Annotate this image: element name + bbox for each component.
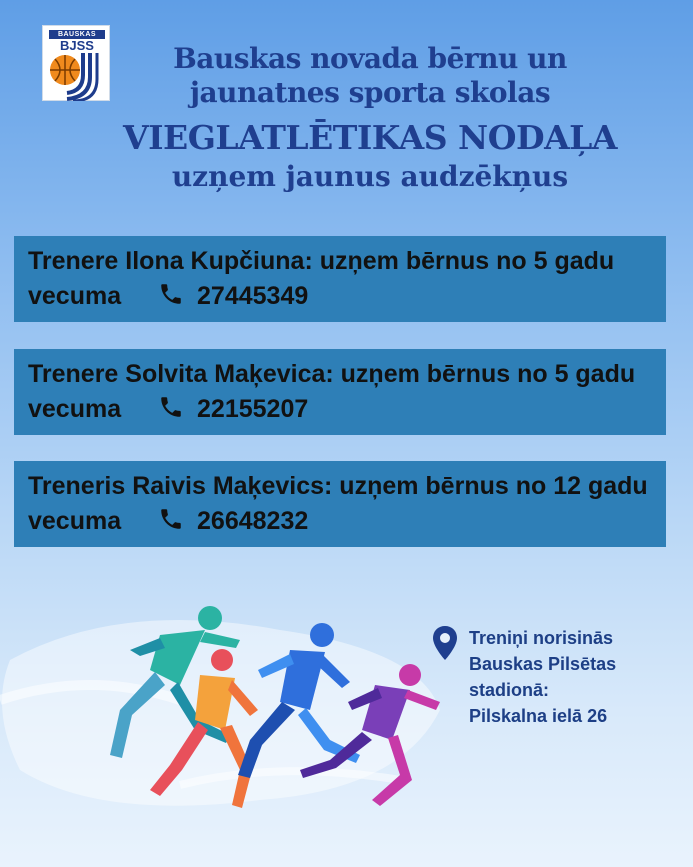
phone-icon (158, 394, 184, 420)
logo-main-text: BJSS (60, 39, 94, 53)
header-line2: jaunatnes sporta skolas (189, 76, 551, 109)
phone-icon (158, 281, 184, 307)
department-title: VIEGLATLĒTIKAS NODAĻA (123, 118, 617, 157)
phone-icon (158, 506, 184, 532)
header (90, 42, 650, 194)
location-line4: Pilskalna ielā 26 (469, 706, 608, 726)
coach-card-2 (14, 349, 666, 435)
logo-top-text: BAUSKAS (49, 30, 105, 39)
coach-text: Trenere Solvita Maķevica: uzņem bērnus no 5 gadu vecuma (28, 360, 636, 423)
location-line2: Bauskas Pilsētas (469, 654, 617, 674)
coach-text: Trenere Ilona Kupčiuna: uzņem bērnus no 5 gadu vecuma (28, 247, 615, 310)
runners-illustration (0, 590, 460, 840)
location-line1: Treniņi norisinās (469, 628, 614, 648)
coach-card-3 (14, 461, 666, 547)
coach-phone[interactable]: 26648232 (197, 507, 309, 535)
coach-phone[interactable]: 22155207 (197, 395, 309, 423)
coach-card-1 (14, 236, 666, 322)
header-subtitle: uzņem jaunus audzēkņus (171, 160, 569, 193)
location-pin-icon (432, 625, 458, 661)
coach-phone[interactable]: 27445349 (197, 282, 309, 310)
location-line3: stadionā: (469, 680, 550, 700)
coach-text: Treneris Raivis Maķevics: uzņem bērnus no 12 gadu vecuma (28, 472, 648, 535)
header-line1: Bauskas novada bērnu un (173, 42, 567, 75)
